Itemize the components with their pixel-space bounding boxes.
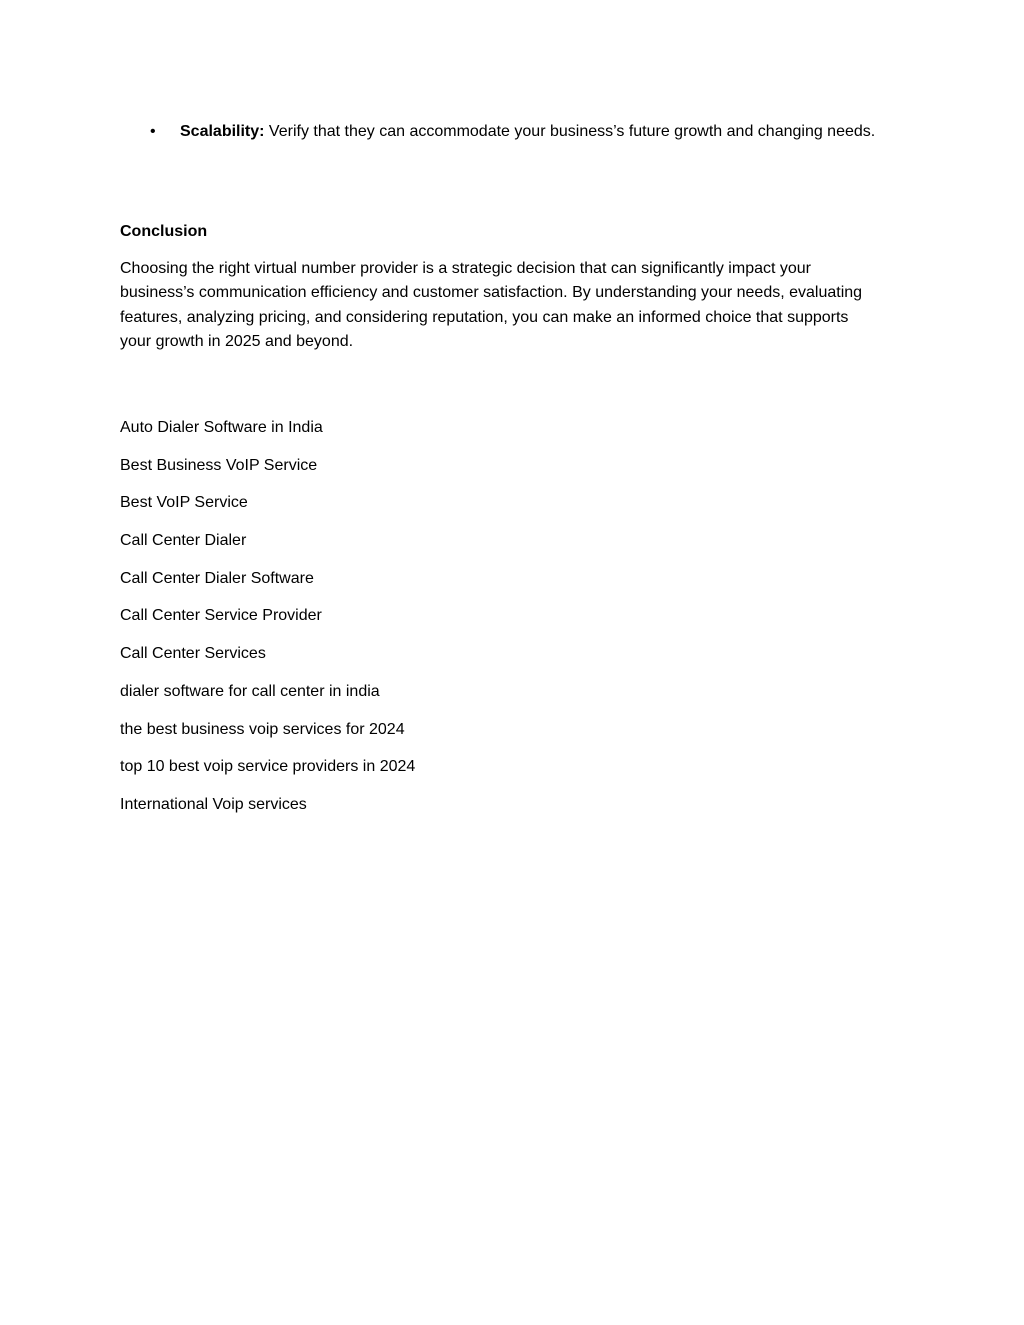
keyword-link-list [120, 416, 415, 831]
link-call-center-dialer-software[interactable]: Call Center Dialer Software [120, 569, 314, 587]
link-international-voip-services[interactable]: International Voip services [120, 795, 307, 813]
link-best-voip-service[interactable]: Best VoIP Service [120, 494, 248, 512]
link-call-center-service-provider[interactable]: Call Center Service Provider [120, 607, 322, 625]
link-top-10-voip-providers-2024[interactable]: top 10 best voip service providers in 2024 [120, 758, 416, 776]
link-best-business-voip-services-2024[interactable]: the best business voip services for 2024 [120, 720, 405, 738]
bullet-description: Verify that they can accommodate your business’s future growth and changing needs. [264, 123, 876, 140]
link-call-center-services[interactable]: Call Center Services [120, 645, 266, 663]
conclusion-paragraph: Choosing the right virtual number provider is a strategic decision that can significantly impact your business’s communication efficiency and customer satisfaction. By understanding your needs, evaluating features, analyzing pricing, and considering reputation, you can make an informed choice that supports your growth in 2025 and beyond. [120, 260, 863, 350]
bullet-term: Scalability: [180, 123, 265, 140]
link-auto-dialer-software-india[interactable]: Auto Dialer Software in India [120, 419, 323, 436]
link-best-business-voip-service[interactable]: Best Business VoIP Service [120, 456, 318, 474]
bullet-text [180, 120, 880, 145]
link-call-center-dialer[interactable]: Call Center Dialer [120, 532, 247, 550]
conclusion-heading: Conclusion [120, 223, 208, 240]
scalability-bullet [150, 120, 880, 145]
bullet-dot-icon: • [150, 123, 156, 140]
link-dialer-software-call-center-india[interactable]: dialer software for call center in india [120, 682, 380, 700]
